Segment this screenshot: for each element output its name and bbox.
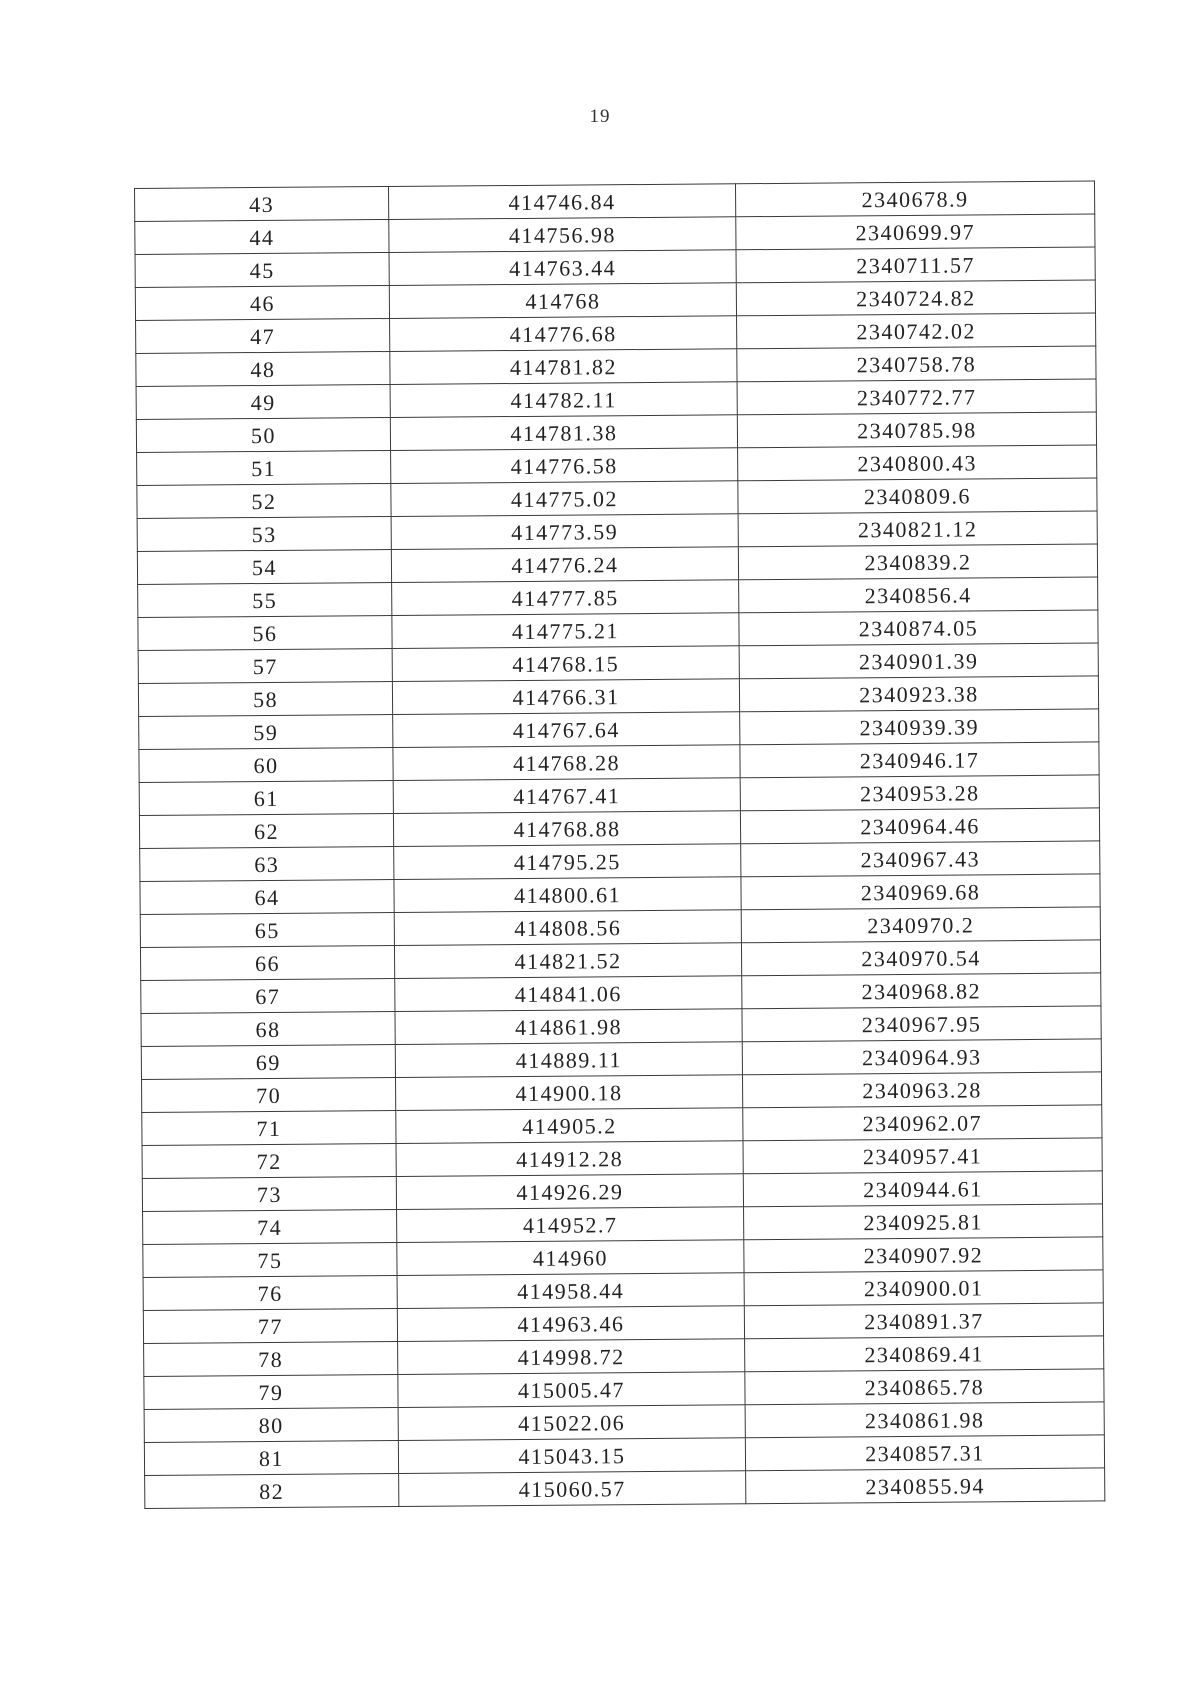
point-number-cell: 54: [137, 549, 391, 584]
point-number-cell: 51: [137, 450, 391, 485]
x-coordinate-cell: 415005.47: [398, 1372, 745, 1408]
point-number-cell: 69: [141, 1044, 395, 1079]
x-coordinate-cell: 414998.72: [398, 1339, 745, 1375]
y-coordinate-cell: 2340969.68: [741, 874, 1100, 910]
point-number-cell: 70: [142, 1077, 396, 1112]
y-coordinate-cell: 2340901.39: [739, 643, 1098, 679]
y-coordinate-cell: 2340758.78: [737, 346, 1096, 382]
x-coordinate-cell: 414768.28: [393, 745, 740, 781]
y-coordinate-cell: 2340970.54: [741, 940, 1100, 976]
y-coordinate-cell: 2340865.78: [745, 1369, 1104, 1405]
point-number-cell: 79: [144, 1374, 398, 1409]
x-coordinate-cell: 414775.02: [391, 481, 738, 517]
x-coordinate-cell: 414776.68: [390, 316, 737, 352]
point-number-cell: 67: [141, 978, 395, 1013]
y-coordinate-cell: 2340839.2: [738, 544, 1097, 580]
x-coordinate-cell: 414808.56: [394, 910, 741, 946]
x-coordinate-cell: 414767.64: [393, 712, 740, 748]
x-coordinate-cell: 414763.44: [389, 250, 736, 286]
point-number-cell: 60: [139, 747, 393, 782]
point-number-cell: 76: [143, 1275, 397, 1310]
point-number-cell: 77: [143, 1308, 397, 1343]
y-coordinate-cell: 2340963.28: [742, 1072, 1101, 1108]
y-coordinate-cell: 2340944.61: [743, 1171, 1102, 1207]
x-coordinate-cell: 414777.85: [392, 580, 739, 616]
x-coordinate-cell: 414773.59: [391, 514, 738, 550]
x-coordinate-cell: 414963.46: [397, 1306, 744, 1342]
y-coordinate-cell: 2340856.4: [739, 577, 1098, 613]
y-coordinate-cell: 2340962.07: [743, 1105, 1102, 1141]
x-coordinate-cell: 414912.28: [396, 1141, 743, 1177]
y-coordinate-cell: 2340953.28: [740, 775, 1099, 811]
x-coordinate-cell: 414766.31: [392, 679, 739, 715]
x-coordinate-cell: 414775.21: [392, 613, 739, 649]
x-coordinate-cell: 414795.25: [394, 844, 741, 880]
point-number-cell: 62: [139, 813, 393, 848]
y-coordinate-cell: 2340923.38: [739, 676, 1098, 712]
x-coordinate-cell: 414776.24: [391, 547, 738, 583]
x-coordinate-cell: 414768.15: [392, 646, 739, 682]
y-coordinate-cell: 2340711.57: [736, 247, 1095, 283]
y-coordinate-cell: 2340809.6: [738, 478, 1097, 514]
y-coordinate-cell: 2340821.12: [738, 511, 1097, 547]
point-number-cell: 73: [142, 1176, 396, 1211]
y-coordinate-cell: 2340964.46: [740, 808, 1099, 844]
y-coordinate-cell: 2340891.37: [744, 1303, 1103, 1339]
point-number-cell: 45: [135, 252, 389, 287]
point-number-cell: 43: [135, 187, 389, 222]
x-coordinate-cell: 414900.18: [395, 1075, 742, 1111]
point-number-cell: 75: [143, 1242, 397, 1277]
table-row: [145, 1468, 1105, 1509]
x-coordinate-cell: 414821.52: [394, 943, 741, 979]
y-coordinate-cell: 2340857.31: [745, 1435, 1104, 1471]
y-coordinate-cell: 2340968.82: [742, 973, 1101, 1009]
x-coordinate-cell: 414768: [389, 283, 736, 319]
point-number-cell: 47: [136, 318, 390, 353]
y-coordinate-cell: 2340907.92: [744, 1237, 1103, 1273]
x-coordinate-cell: 414756.98: [389, 217, 736, 253]
point-number-cell: 61: [139, 780, 393, 815]
point-number-cell: 78: [144, 1341, 398, 1376]
x-coordinate-cell: 414781.38: [390, 415, 737, 451]
point-number-cell: 52: [137, 483, 391, 518]
y-coordinate-cell: 2340900.01: [744, 1270, 1103, 1306]
point-number-cell: 72: [142, 1143, 396, 1178]
point-number-cell: 58: [138, 681, 392, 716]
x-coordinate-cell: 414768.88: [393, 811, 740, 847]
x-coordinate-cell: 414800.61: [394, 877, 741, 913]
y-coordinate-cell: 2340855.94: [746, 1468, 1105, 1504]
x-coordinate-cell: 414958.44: [397, 1273, 744, 1309]
x-coordinate-cell: 415043.15: [398, 1438, 745, 1474]
y-coordinate-cell: 2340874.05: [739, 610, 1098, 646]
point-number-cell: 55: [138, 582, 392, 617]
y-coordinate-cell: 2340925.81: [744, 1204, 1103, 1240]
point-number-cell: 59: [139, 714, 393, 749]
x-coordinate-cell: 414841.06: [395, 976, 742, 1012]
y-coordinate-cell: 2340800.43: [738, 445, 1097, 481]
y-coordinate-cell: 2340869.41: [745, 1336, 1104, 1372]
point-number-cell: 56: [138, 615, 392, 650]
point-number-cell: 66: [140, 945, 394, 980]
y-coordinate-cell: 2340772.77: [737, 379, 1096, 415]
x-coordinate-cell: 415060.57: [399, 1471, 746, 1507]
point-number-cell: 57: [138, 648, 392, 683]
y-coordinate-cell: 2340957.41: [743, 1138, 1102, 1174]
x-coordinate-cell: 414781.82: [390, 349, 737, 385]
coordinate-table: [134, 180, 1105, 1509]
page-number: 19: [589, 106, 611, 127]
point-number-cell: 68: [141, 1011, 395, 1046]
point-number-cell: 65: [140, 912, 394, 947]
point-number-cell: 63: [140, 846, 394, 881]
y-coordinate-cell: 2340678.9: [735, 181, 1094, 217]
x-coordinate-cell: 414926.29: [396, 1174, 743, 1210]
y-coordinate-cell: 2340964.93: [742, 1039, 1101, 1075]
point-number-cell: 53: [137, 516, 391, 551]
point-number-cell: 49: [136, 384, 390, 419]
x-coordinate-cell: 414960: [397, 1240, 744, 1276]
y-coordinate-cell: 2340724.82: [736, 280, 1095, 316]
point-number-cell: 71: [142, 1110, 396, 1145]
x-coordinate-cell: 414782.11: [390, 382, 737, 418]
point-number-cell: 64: [140, 879, 394, 914]
point-number-cell: 46: [135, 285, 389, 320]
x-coordinate-cell: 414861.98: [395, 1009, 742, 1045]
x-coordinate-cell: 414952.7: [397, 1207, 744, 1243]
y-coordinate-cell: 2340967.43: [741, 841, 1100, 877]
y-coordinate-cell: 2340785.98: [737, 412, 1096, 448]
x-coordinate-cell: 414776.58: [391, 448, 738, 484]
point-number-cell: 44: [135, 220, 389, 255]
y-coordinate-cell: 2340939.39: [740, 709, 1099, 745]
x-coordinate-cell: 414905.2: [396, 1108, 743, 1144]
y-coordinate-cell: 2340967.95: [742, 1006, 1101, 1042]
y-coordinate-cell: 2340742.02: [737, 313, 1096, 349]
y-coordinate-cell: 2340861.98: [745, 1402, 1104, 1438]
y-coordinate-cell: 2340946.17: [740, 742, 1099, 778]
x-coordinate-cell: 415022.06: [398, 1405, 745, 1441]
y-coordinate-cell: 2340970.2: [741, 907, 1100, 943]
point-number-cell: 74: [143, 1209, 397, 1244]
x-coordinate-cell: 414767.41: [393, 778, 740, 814]
point-number-cell: 82: [145, 1473, 399, 1508]
y-coordinate-cell: 2340699.97: [736, 214, 1095, 250]
point-number-cell: 80: [144, 1407, 398, 1442]
point-number-cell: 50: [136, 417, 390, 452]
point-number-cell: 81: [144, 1440, 398, 1475]
coordinate-table-body: [135, 181, 1105, 1508]
point-number-cell: 48: [136, 351, 390, 386]
x-coordinate-cell: 414746.84: [388, 184, 735, 220]
x-coordinate-cell: 414889.11: [395, 1042, 742, 1078]
